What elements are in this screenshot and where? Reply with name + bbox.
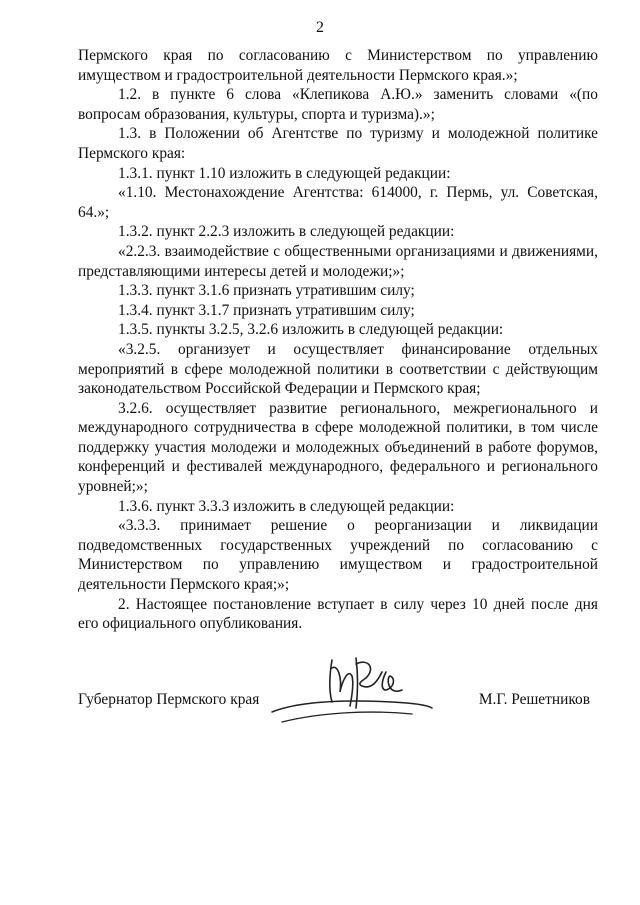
signatory-name: М.Г. Решетников	[478, 691, 590, 708]
paragraph-3-2-5-text: «3.2.5. организует и осуществляет финансирование отдельных мероприятий в сфере молодежной политики в соответствии с действующим законодательством Российской Федерации и Пермского края;	[78, 340, 598, 398]
paragraph-1-3-1: 1.3.1. пункт 1.10 изложить в следующей редакции:	[118, 164, 451, 182]
paragraph-1-3: 1.3. в Положении об Агентстве по туризму и молодежной политике Пермского края:	[78, 125, 598, 162]
paragraph-1-2: 1.2. в пункте 6 слова «Клепикова А.Ю.» заменить словами «(по вопросам образования, культуры, спорта и туризма).»;	[78, 86, 598, 123]
paragraph-1-3-4: 1.3.4. пункт 3.1.7 признать утратившим силу;	[118, 301, 415, 319]
page-number: 2	[316, 19, 324, 36]
paragraph-1-3-6: 1.3.6. пункт 3.3.3 изложить в следующей редакции:	[118, 497, 455, 515]
paragraph-2-effective-date: 2. Настоящее постановление вступает в силу через 10 дней после дня его официального опубликования.	[78, 595, 598, 633]
paragraph-3-3-3-text: «3.3.3. принимает решение о реорганизации и ликвидации подведомственных государственных учреждений по согласованию с Министерством по управлению имуществом и градостроительной деятельности Пермского края;»;	[78, 517, 598, 594]
signatory-position: Губернатор Пермского края	[78, 691, 260, 708]
paragraph-3-2-6-text: 3.2.6. осуществляет развитие регионального, межрегионального и международного сотрудничества в сфере молодежной политики, в том числе поддержку участия молодежи и молодежных объединений в работе форумов, конференций и фестивалей международного, федерального и регионального уровней;»;	[78, 399, 598, 496]
paragraph-1-3-5: 1.3.5. пункты 3.2.5, 3.2.6 изложить в следующей редакции:	[118, 321, 504, 339]
paragraph-2-2-3-text: «2.2.3. взаимодействие с общественными организациями и движениями, представляющими интересы детей и молодежи;»;	[78, 242, 598, 280]
paragraph-1-3-2: 1.3.2. пункт 2.2.3 изложить в следующей редакции:	[118, 223, 455, 241]
signature-block	[78, 690, 598, 714]
paragraph-continuation: Пермского края по согласованию с Министерством по управлению имуществом и градостроительной деятельности Пермского края.»;	[78, 47, 598, 84]
document-body	[78, 46, 598, 634]
paragraph-1-3-3: 1.3.3. пункт 3.1.6 признать утратившим силу;	[118, 282, 415, 300]
paragraph-1-10-text: «1.10. Местонахождение Агентства: 614000, г. Пермь, ул. Советская, 64.»;	[78, 184, 598, 221]
